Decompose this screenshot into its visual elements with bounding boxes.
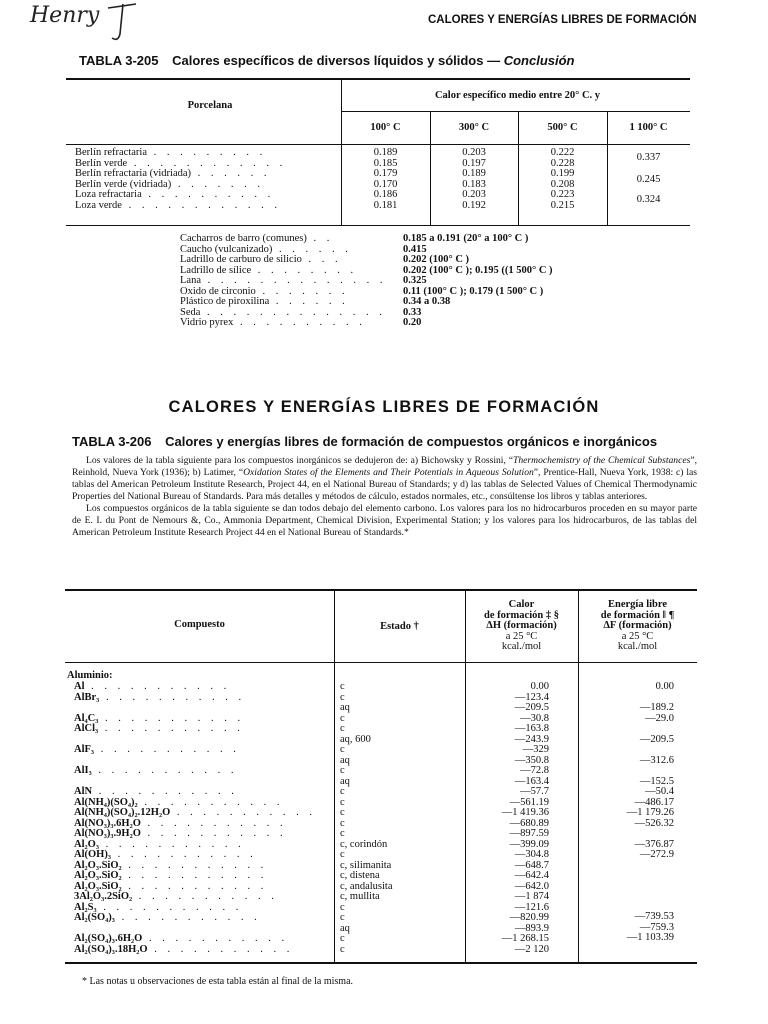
state-cell: c: [340, 681, 345, 692]
compound-name: Al₂(SO₄)₃ . . . . . . . . . . .: [74, 912, 261, 923]
df-cell: —759.3: [639, 921, 674, 933]
table206-compound-column: [74, 682, 334, 955]
dh-cell: —350.8: [514, 754, 549, 766]
compound-name: Al₄C₃ . . . . . . . . . . .: [74, 712, 245, 724]
value-cell: 0.189: [462, 168, 486, 179]
value-cell: 0.415: [403, 243, 427, 255]
value-cell: 0.192: [462, 199, 486, 211]
value-cell: 0.179: [373, 168, 398, 179]
value-cell: 0.203: [462, 147, 486, 158]
dh-cell: —642.4: [514, 870, 549, 881]
state-cell: c: [340, 849, 345, 860]
table205-other-values: [403, 234, 653, 329]
dh-cell: —57.7: [520, 786, 549, 797]
df-cell: —29.0: [645, 712, 674, 724]
value-cell: 0.202 (100° C ); 0.195 ((1 500° C ): [403, 264, 553, 276]
col-df-line: a 25 °C: [621, 630, 654, 642]
table206-number: TABLA 3-206: [72, 434, 152, 449]
dh-cell: —72.8: [520, 765, 549, 776]
df-cell: —209.5: [639, 733, 674, 745]
material-name: Plástico de piroxilina . . . . . .: [180, 296, 349, 307]
state-cell: c: [340, 796, 345, 808]
handwritten-scribble: [28, 0, 148, 51]
state-cell: aq: [340, 702, 350, 713]
dh-cell: —897.59: [509, 828, 549, 839]
dh-cell: —2 120: [514, 943, 549, 955]
porcelain-name: Berlín verde . . . . . . . . . . . .: [75, 157, 287, 169]
state-cell: c: [340, 828, 345, 839]
compound-name: AlI₃ . . . . . . . . . . .: [74, 765, 238, 776]
section-title: CALORES Y ENERGÍAS LIBRES DE FORMACIÓN: [168, 398, 600, 416]
handwritten-scribble-icon: [28, 0, 148, 46]
material-name: Ladrillo de carburo de silicio . . .: [180, 254, 342, 265]
df-cell: —152.5: [639, 775, 674, 787]
compound-name: Al(OH)₃ . . . . . . . . . . .: [74, 849, 257, 860]
scribble-text: Henry: [30, 3, 100, 28]
table206-col-estado: Estado †: [380, 621, 419, 632]
state-cell: c: [340, 712, 345, 724]
table206-df-column: [578, 682, 674, 861]
compound-name: Al(NH₄)(SO₄)₂ . . . . . . . . . . .: [74, 796, 284, 808]
df-cell: —739.53: [634, 911, 674, 922]
table205-other-names: [180, 234, 400, 329]
table206-header-rule: [65, 662, 697, 663]
value-cell: 0.337: [636, 152, 661, 163]
table206-col-dh: [465, 600, 578, 653]
table205-top-rule: [66, 78, 690, 80]
value-cell: 0.33: [403, 306, 422, 318]
col-dh-line: de formación ‡ §: [484, 609, 559, 621]
dh-cell: —642.0: [514, 880, 549, 892]
material-name: Lana . . . . . . . . . . . . . .: [180, 275, 387, 286]
compound-name: 3Al₂O₃.2SiO₂ . . . . . . . . . . .: [74, 891, 278, 902]
state-cell: c: [340, 786, 345, 797]
table205-number: TABLA 3-205: [79, 53, 159, 68]
col-dh-line: a 25 °C: [505, 630, 538, 642]
col-dh-line: ΔH (formación): [486, 620, 557, 631]
intro-paragraph-1: Los valores de la tabla siguiente para los compuestos inorgánicos se dedujeron de: a) Bichowsky y Rossini, “Thermochemistry of the Chemical Substances”, Reinhold, Nueva York (1936); b) Latimer, “Oxidation States of the Elements and Their Potentials in Aqueous Solution”, Prentice-Hall, Nueva York, 1938: c) las tablas del American Petroleum Institute Research, Project 44, en el National Bureau of Standards; y d) las tablas de Selected Values of Chemical Thermodynamic Properties del National Bureau of Standards. Para más detalles y métodos de cálculo, estados normales, etc., consúltense los libros y tablas anteriores.: [72, 455, 697, 502]
table205-group-rule: [341, 111, 690, 112]
table205-col-1100: 1 100° C: [629, 122, 668, 133]
df-cell: —376.87: [634, 838, 674, 850]
value-cell: 0.197: [462, 157, 486, 169]
state-cell: c: [340, 943, 345, 955]
df-cell: —189.2: [639, 702, 674, 713]
material-name: Seda . . . . . . . . . . . . . .: [180, 306, 386, 318]
col-df-line: de formación ‖ ¶: [600, 609, 675, 621]
porcelain-name: Berlín refractaria (vidriada) . . . . . .: [75, 168, 271, 179]
state-cell: c, distena: [340, 870, 380, 881]
table205-title: [79, 53, 575, 68]
porcelain-name: Loza verde . . . . . . . . . . . .: [75, 199, 281, 211]
table206-col-compuesto: Compuesto: [174, 619, 225, 630]
dh-cell: —893.9: [514, 922, 549, 934]
table205-title-italic: Conclusión: [503, 53, 575, 68]
df-cell: —526.32: [634, 817, 674, 829]
dh-cell: —209.5: [514, 702, 549, 713]
dh-cell: —680.89: [509, 817, 549, 829]
state-cell: aq: [340, 775, 350, 787]
table205-group-header: Calor específico medio entre 20° C. y: [434, 90, 601, 101]
compound-name: Al₂O₃.SiO₂ . . . . . . . . . . .: [74, 870, 268, 881]
state-cell: c: [340, 765, 345, 776]
compound-name: Al₂O₃.SiO₂ . . . . . . . . . . .: [74, 859, 268, 871]
dh-cell: —243.9: [514, 733, 549, 745]
value-cell: 0.203: [462, 189, 486, 200]
table205-col300-values: [430, 148, 518, 211]
dh-cell: —123.4: [514, 691, 549, 703]
state-cell: c: [340, 723, 345, 734]
value-cell: 0.222: [550, 147, 575, 158]
dh-cell: —30.8: [520, 712, 549, 724]
state-cell: c: [340, 807, 345, 818]
state-cell: c: [340, 817, 345, 829]
table206-df-column-bottom: [578, 912, 674, 944]
df-cell: —50.4: [645, 786, 674, 797]
state-cell: c: [340, 691, 345, 703]
table205-row-header: Porcelana: [187, 100, 233, 111]
value-cell: 0.20: [403, 317, 422, 328]
material-name: Cacharros de barro (comunes) . .: [180, 233, 334, 244]
state-cell: c, andalusita: [340, 880, 393, 892]
value-cell: 0.170: [373, 178, 398, 190]
table205-header-rule: [66, 144, 690, 145]
value-cell: 0.228: [550, 157, 575, 169]
table206-dh-column: [465, 682, 549, 955]
df-cell: —1 179.26: [626, 807, 674, 818]
state-cell: c, mullita: [340, 891, 380, 902]
dh-cell: —399.09: [509, 838, 549, 850]
dh-cell: —163.8: [514, 723, 549, 734]
state-cell: c, silimanita: [340, 859, 392, 871]
dh-cell: —121.6: [514, 901, 549, 913]
compound-name: AlN . . . . . . . . . . .: [74, 786, 238, 797]
table205-body-rule: [66, 225, 690, 226]
state-cell: c: [340, 912, 345, 923]
state-cell: c: [340, 744, 345, 755]
df-cell: —486.17: [634, 796, 674, 808]
value-cell: 0.34 a 0.38: [403, 296, 451, 307]
col-dh-line: kcal./mol: [501, 641, 542, 652]
table205-col-300: 300° C: [458, 122, 490, 133]
table206-state-column: [340, 682, 465, 955]
dh-cell: —304.8: [514, 849, 549, 860]
value-cell: 0.189: [373, 147, 398, 158]
value-cell: 0.325: [403, 275, 427, 286]
porcelain-name: Berlín verde (vidriada) . . . . . . .: [75, 178, 264, 190]
value-cell: 0.185: [373, 157, 398, 169]
value-cell: 0.185 a 0.191 (20° a 100° C ): [403, 233, 529, 244]
compound-name: AlCl₃ . . . . . . . . . . .: [74, 723, 244, 734]
dh-cell: —820.99: [509, 912, 549, 923]
material-name: Oxido de circonio . . . . . . .: [180, 285, 349, 297]
table206-intro: [72, 455, 697, 539]
compound-name: Al(NO₃)₃.6H₂O . . . . . . . . . . .: [74, 817, 287, 829]
value-cell: 0.324: [636, 194, 661, 205]
table206-col-df: [578, 600, 697, 653]
dh-cell: —561.19: [509, 796, 549, 808]
compound-name: Al₂S₃ . . . . . . . . . . .: [74, 901, 243, 913]
table205-col-100: 100° C: [370, 122, 401, 133]
table205-porcelain-names: [75, 148, 335, 211]
table205-col-500: 500° C: [547, 122, 578, 133]
material-name: Ladrillo de sílice . . . . . . . .: [180, 264, 358, 276]
compound-name: Al₂O₃ . . . . . . . . . . .: [74, 838, 245, 850]
dh-cell: —329: [522, 744, 549, 755]
state-cell: c, corindón: [340, 838, 388, 850]
table206-group-label: Aluminio:: [67, 670, 113, 681]
compound-name: Al . . . . . . . . . . .: [74, 681, 231, 692]
value-cell: 0.199: [550, 168, 575, 179]
value-cell: 0.215: [550, 199, 575, 211]
df-cell: —272.9: [639, 849, 674, 860]
dh-cell: —1 874: [514, 891, 549, 902]
compound-name: Al₂(SO₄)₃.6H₂O . . . . . . . . . . .: [74, 933, 289, 944]
compound-name: AlF₃ . . . . . . . . . . .: [74, 744, 240, 755]
table206-title-text: Calores y energías libres de formación de compuestos orgánicos e inorgánicos: [165, 434, 658, 449]
table206-footnote: * Las notas u observaciones de esta tabla están al final de la misma.: [82, 976, 354, 987]
state-cell: c: [340, 901, 345, 913]
value-cell: 0.202 (100° C ): [403, 254, 470, 265]
material-name: Caucho (vulcanizado) . . . . . .: [180, 243, 352, 255]
value-cell: 0.245: [636, 174, 661, 185]
dh-cell: —163.4: [514, 775, 549, 787]
df-cell: —312.6: [639, 754, 674, 766]
compound-name: Al₂O₃.SiO₂ . . . . . . . . . . .: [74, 880, 268, 892]
table206-title: [72, 434, 657, 449]
table206-vrule-1: [334, 589, 335, 962]
dh-cell: —648.7: [514, 859, 549, 871]
col-df-line: ΔF (formación): [603, 620, 672, 631]
state-cell: aq, 600: [340, 733, 371, 745]
porcelain-name: Loza refractaria . . . . . . . . . .: [75, 189, 275, 200]
value-cell: 0.181: [373, 199, 398, 211]
compound-name: Al(NH₄)(SO₄)₂.12H₂O . . . . . . . . . . .: [74, 807, 317, 818]
state-cell: aq: [340, 922, 350, 934]
table205-title-text: Calores específicos de diversos líquidos y sólidos —: [172, 53, 501, 68]
dh-cell: 0.00: [530, 681, 549, 692]
col-df-line: kcal./mol: [617, 641, 658, 652]
material-name: Vidrio pyrex . . . . . . . . . .: [180, 317, 366, 328]
table205-col500-values: [518, 148, 607, 211]
value-cell: 0.183: [462, 178, 486, 190]
col-dh-line: Calor: [508, 599, 535, 610]
value-cell: 0.208: [550, 178, 575, 190]
compound-name: AlBr₃ . . . . . . . . . . .: [74, 691, 246, 703]
dh-cell: —1 419.36: [501, 807, 549, 818]
value-cell: 0.186: [373, 189, 398, 200]
value-cell: 0.11 (100° C ); 0.179 (1 500° C ): [403, 285, 544, 297]
table206-top-rule: [65, 589, 697, 591]
intro-paragraph-2: Los compuestos orgánicos de la tabla siguiente se dan todos debajo del elemento carbono. Los valores para los no hidrocarburos proceden en su mayor parte de E. I. du Pont de Nemours &, Co., Ammonia Department, Chemical Division, Experimental Station; y los valores para los hidrocarburos, de las tablas del American Petroleum Institute Research Project 44 en el National Bureau of Standards.*: [72, 503, 697, 538]
porcelain-name: Berlín refractaria . . . . . . . . .: [75, 147, 267, 158]
table206-bottom-rule: [65, 962, 697, 964]
dh-cell: —1 268.15: [501, 933, 549, 944]
state-cell: aq: [340, 754, 350, 766]
col-df-line: Energía libre: [607, 599, 667, 610]
table205-col100-values: [341, 148, 430, 211]
value-cell: 0.223: [550, 189, 575, 200]
compound-name: Al₂(SO₄)₃.18H₂O . . . . . . . . . . .: [74, 943, 294, 955]
df-cell: 0.00: [655, 681, 674, 692]
running-head: CALORES Y ENERGÍAS LIBRES DE FORMACIÓN: [428, 14, 697, 26]
compound-name: Al(NO₃)₃.9H₂O . . . . . . . . . . .: [74, 828, 287, 839]
state-cell: c: [340, 933, 345, 944]
df-cell: —1 103.39: [626, 932, 674, 943]
